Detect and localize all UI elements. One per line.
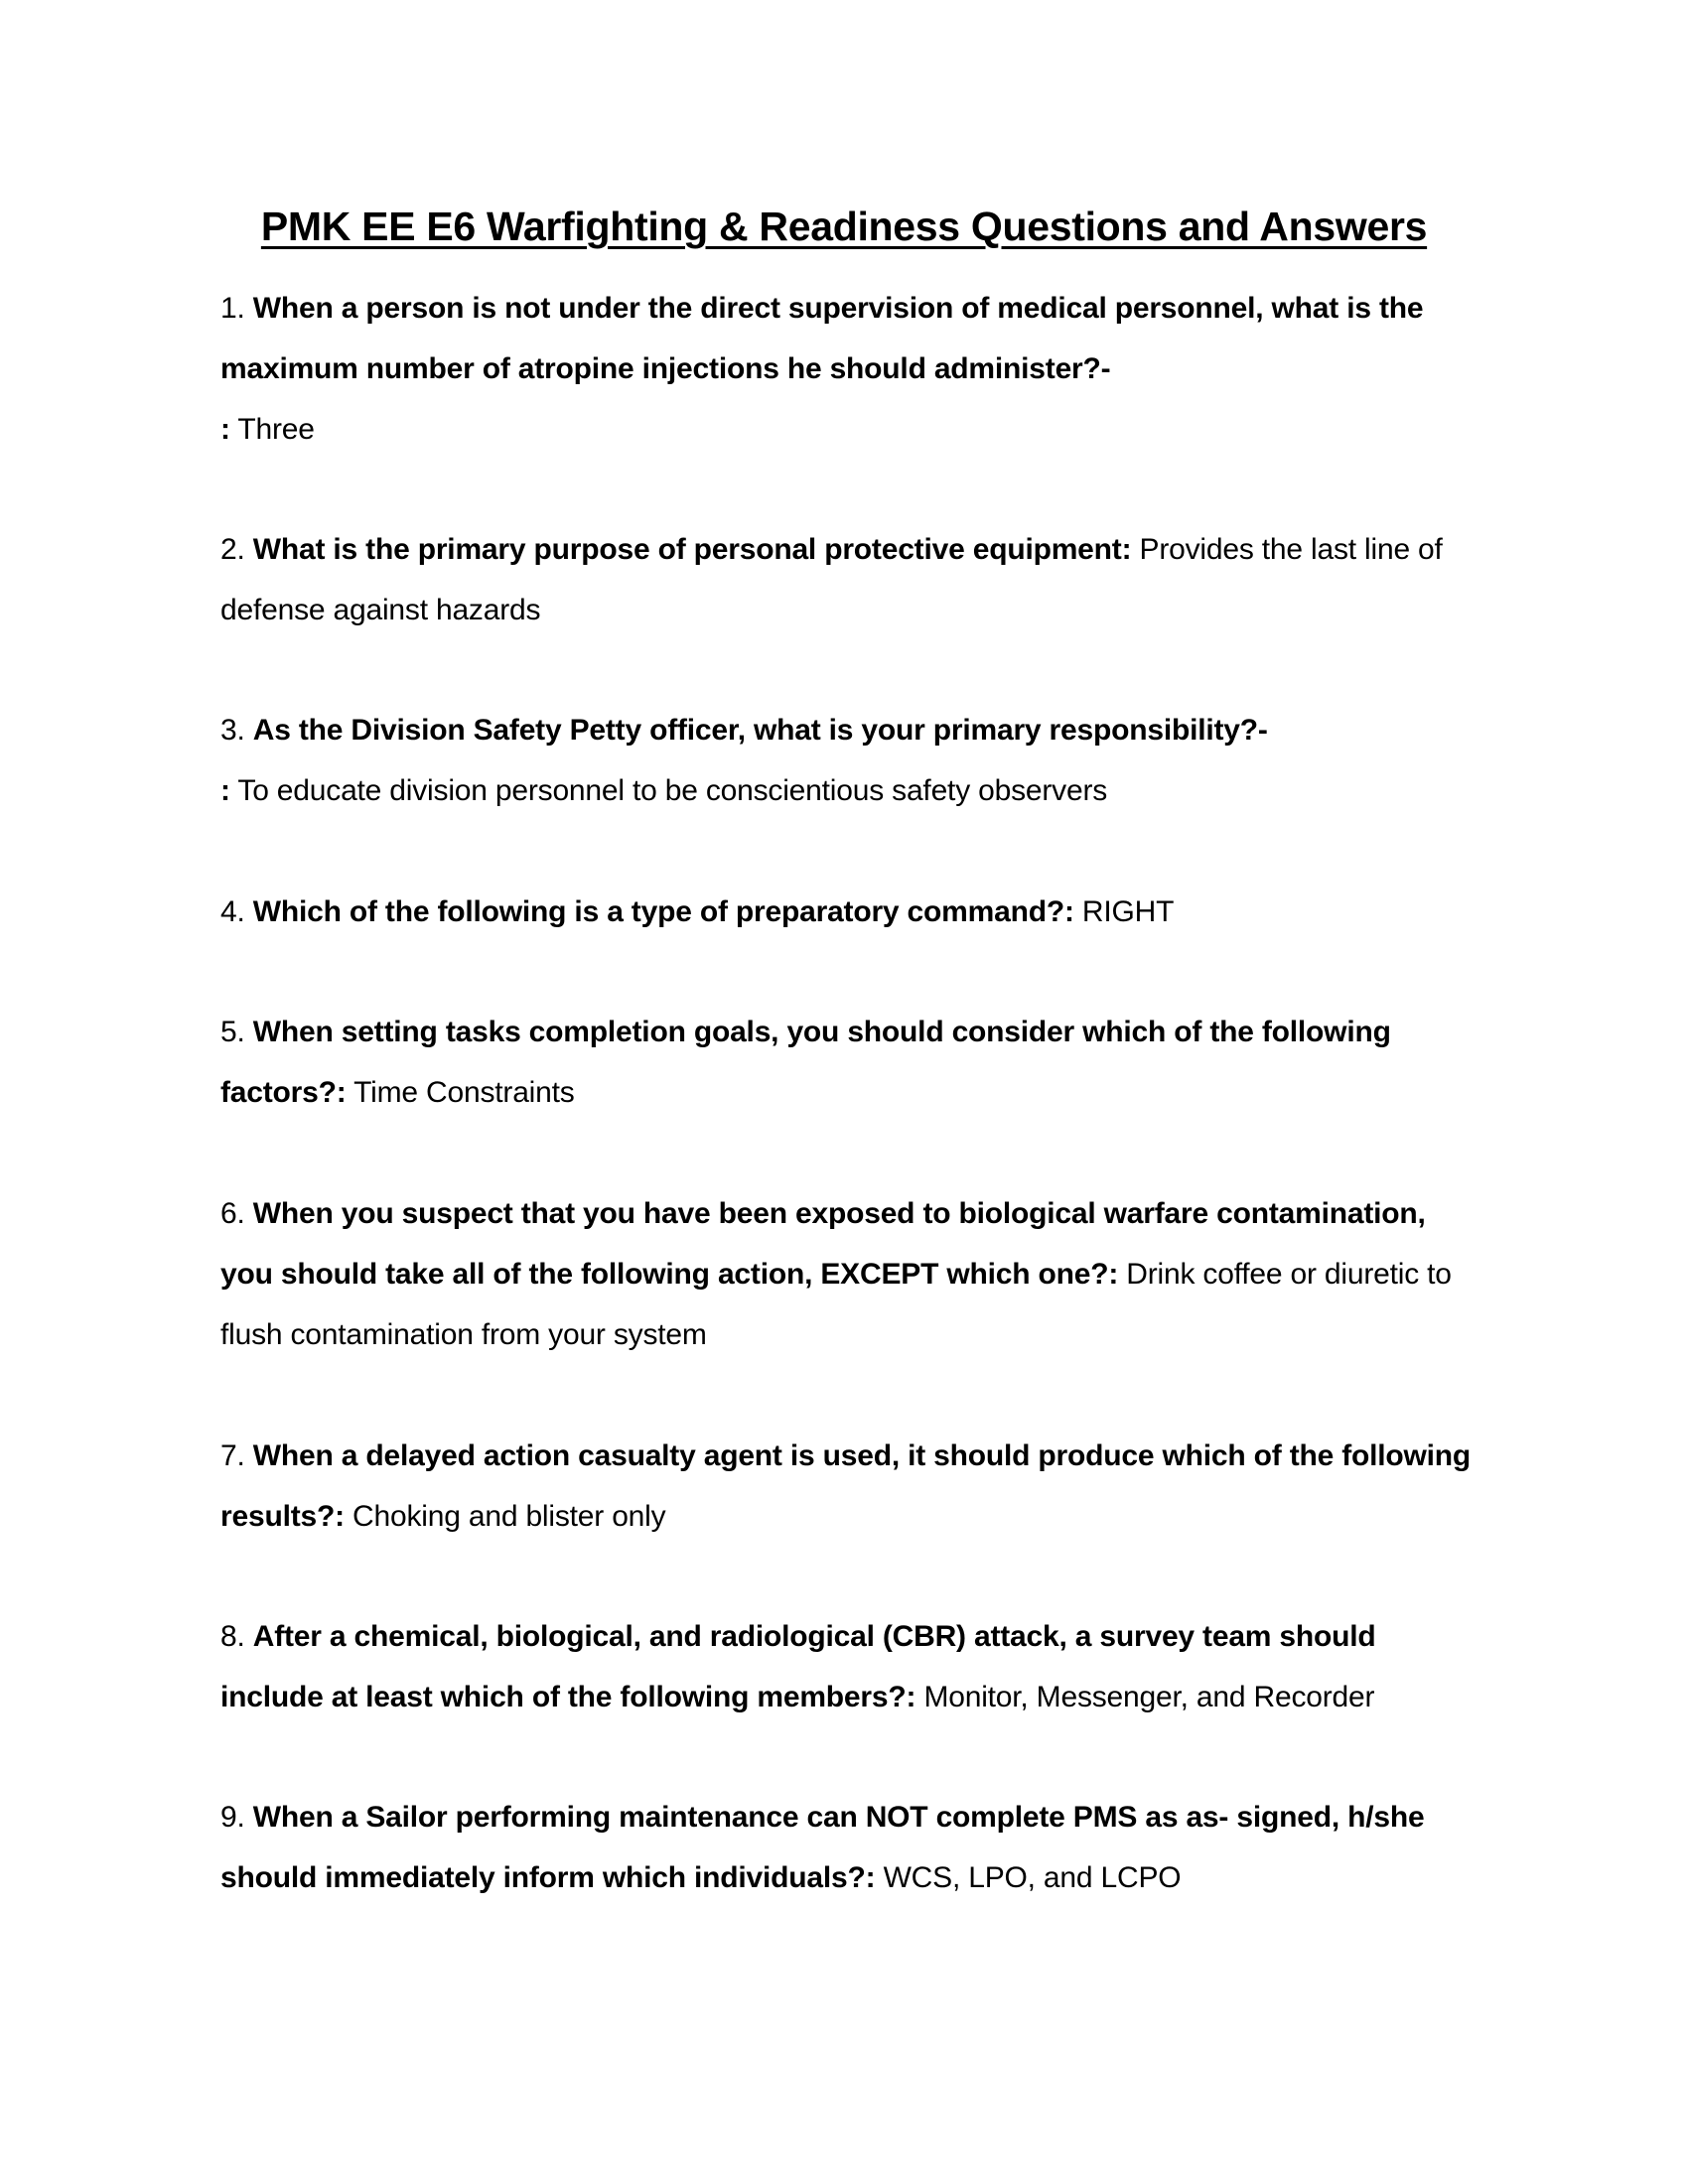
answer-text: Drink coffee or diuretic to flush contamination from your system <box>220 1258 1452 1351</box>
list-item <box>220 1002 1481 1123</box>
question-number: 4. <box>220 895 245 928</box>
list-item <box>220 1787 1481 1908</box>
list-item <box>220 882 1481 942</box>
question-text: When a Sailor performing maintenance can NOT complete PMS as as- signed, h/she should immediately inform which individuals?: <box>220 1801 1425 1894</box>
list-item <box>220 700 1481 821</box>
list-item <box>220 1606 1481 1727</box>
question-number: 7. <box>220 1439 245 1472</box>
answer-text: Monitor, Messenger, and Recorder <box>923 1681 1375 1713</box>
question-text: When setting tasks completion goals, you should consider which of the following factors?: <box>220 1016 1391 1109</box>
question-number: 9. <box>220 1801 245 1834</box>
question-text: When a delayed action casualty agent is used, it should produce which of the following results?: <box>220 1439 1472 1533</box>
answer-text: RIGHT <box>1081 895 1175 928</box>
list-item <box>220 519 1481 640</box>
list-item <box>220 1183 1481 1365</box>
answer-text: WCS, LPO, and LCPO <box>883 1861 1182 1894</box>
question-number: 6. <box>220 1197 245 1230</box>
list-item <box>220 1426 1481 1547</box>
document-title: PMK EE E6 Warfighting & Readiness Questions and Answers <box>260 204 1428 249</box>
question-text: Which of the following is a type of preparatory command?: <box>252 895 1074 928</box>
question-number: 8. <box>220 1620 245 1653</box>
question-number: 2. <box>220 533 245 566</box>
list-item <box>220 278 1481 460</box>
answer-text: Time Constraints <box>353 1076 575 1109</box>
answer-text: Provides the last line of defense against hazards <box>220 533 1443 626</box>
answer-text: Three <box>237 413 315 446</box>
question-text: When a person is not under the direct supervision of medical personnel, what is the maximum number of atropine injections he should administer?- <box>220 292 1424 385</box>
question-number: 5. <box>220 1016 245 1048</box>
question-text: As the Division Safety Petty officer, what is your primary responsibility?- <box>252 714 1268 747</box>
question-text: When you suspect that you have been exposed to biological warfare contamination, you should take all of the following action, EXCEPT which one?: <box>220 1197 1426 1291</box>
answer-separator: : <box>220 774 230 807</box>
question-number: 3. <box>220 714 245 747</box>
answer-separator: : <box>220 413 230 446</box>
question-text: What is the primary purpose of personal protective equipment: <box>252 533 1132 566</box>
question-text: After a chemical, biological, and radiological (CBR) attack, a survey team should include at least which of the following members?: <box>220 1620 1376 1713</box>
answer-text: To educate division personnel to be conscientious safety observers <box>237 774 1108 807</box>
answer-text: Choking and blister only <box>352 1500 666 1533</box>
question-number: 1. <box>220 292 245 325</box>
